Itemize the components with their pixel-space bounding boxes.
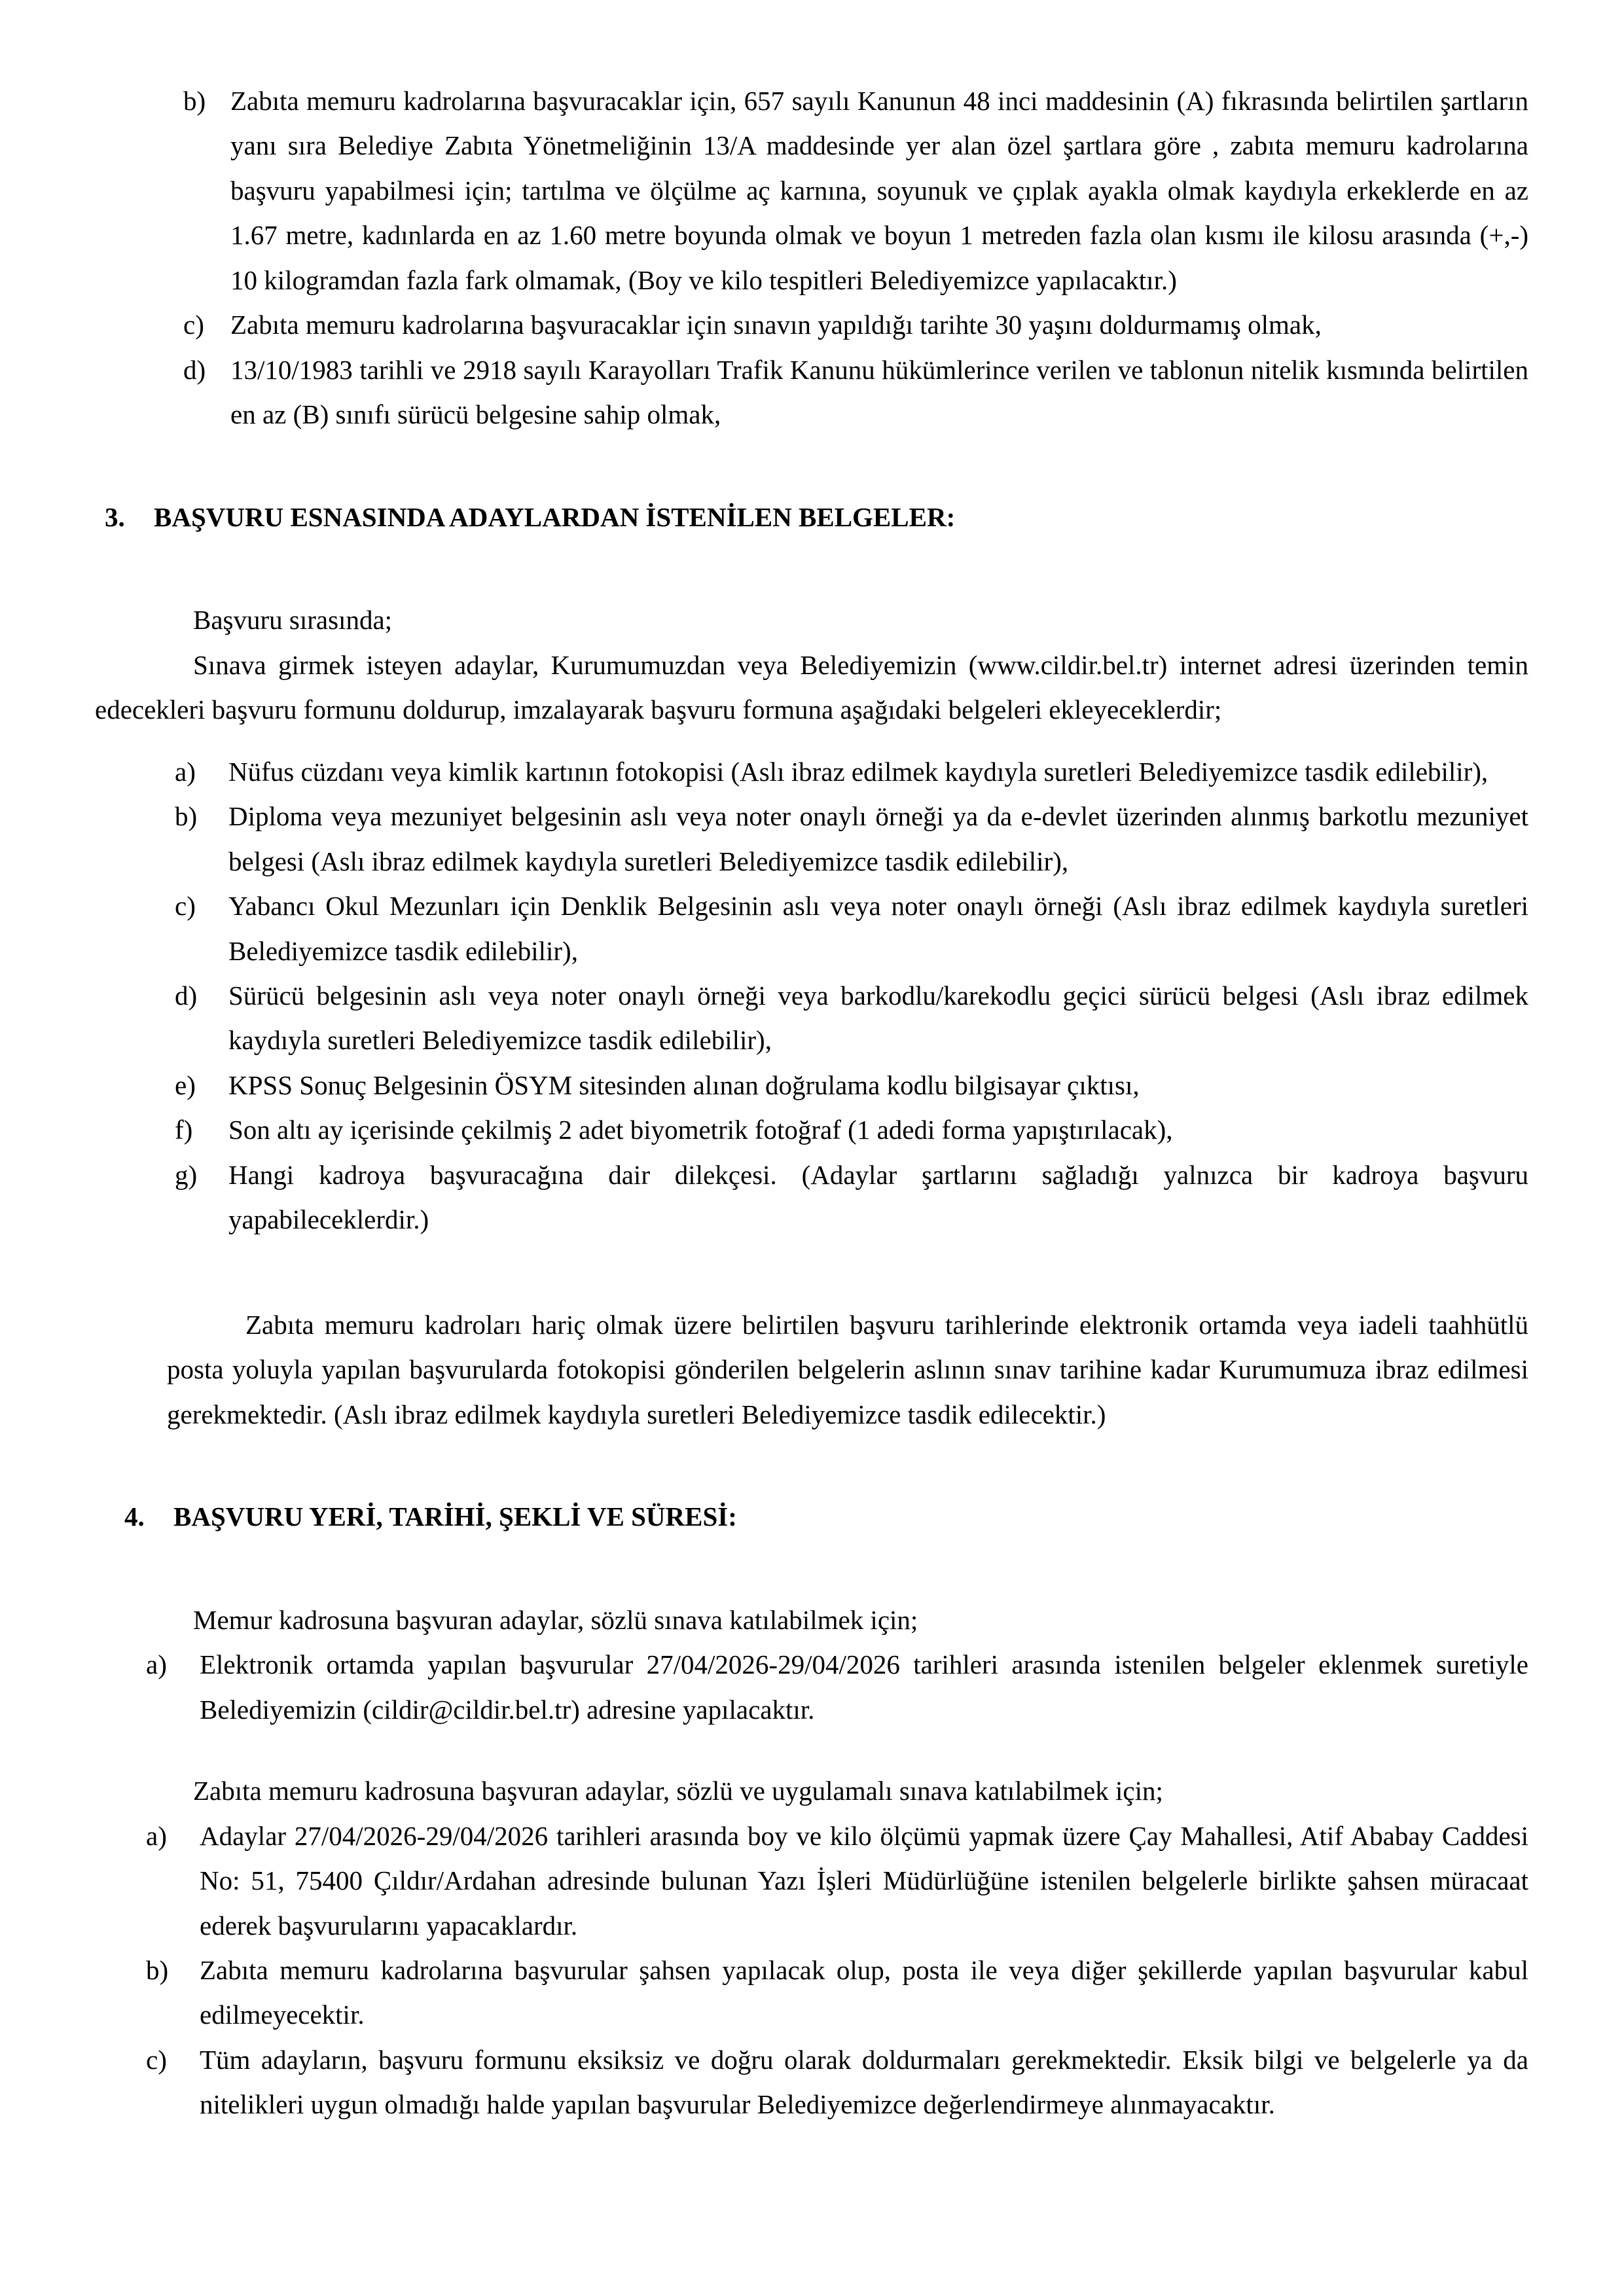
list-item [175,1153,1528,1242]
list-marker: e) [175,1069,196,1100]
section-4-zabita-intro: Zabıta memuru kadrosuna başvuran adaylar, sözlü ve uygulamalı sınava katılabilmek için; [193,1776,1163,1806]
list-item-text: KPSS Sonuç Belgesinin ÖSYM sitesinden alınan doğrulama kodlu bilgisayar çıktısı, [228,1069,1140,1100]
section-3-number: 3. [105,501,125,532]
list-item-text: Hangi kadroya başvuracağına dair dilekçesi. (Adaylar şartlarını sağladığı yalnızca bir kadroya başvuru yapabileceklerdir.) [228,1159,1528,1235]
section-4-zabita-list [146,1814,1528,2127]
spacer [95,1437,1528,1497]
list-item [183,348,1528,437]
list-marker: c) [183,310,204,340]
section-3-title: BAŞVURU ESNASINDA ADAYLARDAN İSTENİLEN BELGELER: [154,501,956,532]
list-item [175,749,1528,794]
list-marker: a) [146,1649,167,1680]
list-item [175,1107,1528,1152]
spacer [95,1732,1528,1768]
list-item-text: Zabıta memuru kadrolarına başvuracaklar için, 657 sayılı Kanunun 48 inci maddesinin (A) fıkrasında belirtilen şartların yanı sıra Belediye Zabıta Yönetmeliğinin 13/A maddesinde yer alan özel şartlara göre , zabıta memuru kadrolarına başvuru yapabilmesi için; tartılma ve ölçülme aç karnına, soyunuk ve çıplak ayakla olmak kaydıyla erkeklerde en az 1.67 metre, kadınlarda en az 1.60 metre boyunda olmak ve boyun 1 metreden fazla olan kısmı ile kilosu arasında (+,-) 10 kilogramdan fazla fark olmamak, (Boy ve kilo tespitleri Belediyemizce yapılacaktır.) [230,86,1528,295]
list-item [175,884,1528,973]
list-item-text: 13/10/1983 tarihli ve 2918 sayılı Karayolları Trafik Kanunu hükümlerince verilen ve tablonun nitelik kısmında belirtilen en az (B) sınıfı sürücü belgesine sahip olmak, [230,354,1528,430]
list-marker: g) [175,1159,198,1190]
list-marker: b) [175,801,198,832]
list-item [146,1814,1528,1948]
section-3-intro-line: Başvuru sırasında; [193,605,393,636]
list-marker: f) [175,1115,193,1145]
spacer [95,1242,1528,1302]
list-marker: d) [183,354,206,385]
list-item [146,1948,1528,2037]
list-item [183,302,1528,347]
list-item [146,1642,1528,1732]
list-item-text: Adaylar 27/04/2026-29/04/2026 tarihleri arasında boy ve kilo ölçümü yapmak üzere Çay Mahallesi, Atif Ababay Caddesi No: 51, 75400 Çıldır/Ardahan adresinde bulunan Yazı İşleri Müdürlüğüne istenilen belgelerle birlikte şahsen müracaat ederek başvurularını yapacaklardır. [200,1820,1528,1941]
list-item-text: Sürücü belgesinin aslı veya noter onaylı örneği veya barkodlu/karekodlu geçici sürücü belgesi (Aslı ibraz edilmek kaydıyla suretleri Belediyemizce tasdik edilebilir), [228,980,1528,1056]
section-4-number: 4. [124,1501,145,1532]
section-4-memur-intro: Memur kadrosuna başvuran adaylar, sözlü sınava katılabilmek için; [193,1604,918,1635]
spacer [95,732,1528,749]
list-marker: b) [183,86,206,116]
list-marker: a) [146,1820,167,1851]
list-marker: a) [175,756,196,787]
list-item-text: Tüm adayların, başvuru formunu eksiksiz ve doğru olarak doldurmaları gerekmektedir. Eksik bilgi ve belgelerle ya da nitelikleri uygun olmadığı halde yapılan başvurular Belediyemizce değerlendirmeye alınmayacaktır. [200,2044,1528,2120]
list-item-text: Diploma veya mezuniyet belgesinin aslı veya noter onaylı örneği ya da e-devlet üzerinden alınmış barkotlu mezuniyet belgesi (Aslı ibraz edilmek kaydıyla suretleri Belediyemizce tasdik edilebilir), [228,801,1528,876]
spacer [95,537,1528,598]
list-item-text: Zabıta memuru kadrolarına başvuracaklar için sınavın yapıldığı tarihte 30 yaşını doldurmamış olmak, [230,310,1322,340]
list-item [175,794,1528,884]
list-marker: c) [175,891,196,922]
section-4-memur-list [146,1642,1528,1732]
section2-list [183,79,1528,437]
list-item-text: Nüfus cüzdanı veya kimlik kartının fotokopisi (Aslı ibraz edilmek kaydıyla suretleri Belediyemizce tasdik edilebilir), [228,756,1489,787]
section-3-closing-paragraph: Zabıta memuru kadroları hariç olmak üzere belirtilen başvuru tarihlerinde elektronik ortamda veya iadeli taahhütlü posta yoluyla yapılan başvurularda fotokopisi gönderilen belgelerin aslının sınav tarihine kadar Kurumumuza ibraz edilmesi gerekmektedir. (Aslı ibraz edilmek kaydıyla suretleri Belediyemizce tasdik edilecektir.) [167,1309,1528,1429]
section-4-heading [124,1497,1528,1537]
list-marker: b) [146,1955,169,1985]
list-item-text: Son altı ay içerisinde çekilmiş 2 adet biyometrik fotoğraf (1 adedi forma yapıştırılacak), [228,1115,1173,1145]
list-item [175,1063,1528,1107]
list-marker: c) [146,2044,167,2075]
list-item-text: Yabancı Okul Mezunları için Denklik Belgesinin aslı veya noter onaylı örneği (Aslı ibraz edilmek kaydıyla suretleri Belediyemizce tasdik edilebilir), [228,891,1528,966]
spacer [95,1537,1528,1598]
page-content [95,79,1528,2127]
list-item [183,79,1528,302]
list-item [175,973,1528,1063]
list-marker: d) [175,980,198,1011]
section-3-heading [105,497,1528,538]
section-3-intro-paragraph: Sınava girmek isteyen adaylar, Kurumumuzdan veya Belediyemizin (www.cildir.bel.tr) internet adresi üzerinden temin edecekleri başvuru formunu doldurup, imzalayarak başvuru formuna aşağıdaki belgeleri ekleyeceklerdir; [95,649,1528,725]
section-3-documents-list [175,749,1528,1242]
section-4-title: BAŞVURU YERİ, TARİHİ, ŞEKLİ VE SÜRESİ: [173,1501,737,1532]
spacer [95,437,1528,497]
list-item-text: Zabıta memuru kadrolarına başvurular şahsen yapılacak olup, posta ile veya diğer şekillerde yapılan başvurular kabul edilmeyecektir. [200,1955,1528,2030]
list-item-text: Elektronik ortamda yapılan başvurular 27/04/2026-29/04/2026 tarihleri arasında istenilen belgeler eklenmek suretiyle Belediyemizin (cildir@cildir.bel.tr) adresine yapılacaktır. [200,1649,1528,1725]
list-item [146,2037,1528,2127]
